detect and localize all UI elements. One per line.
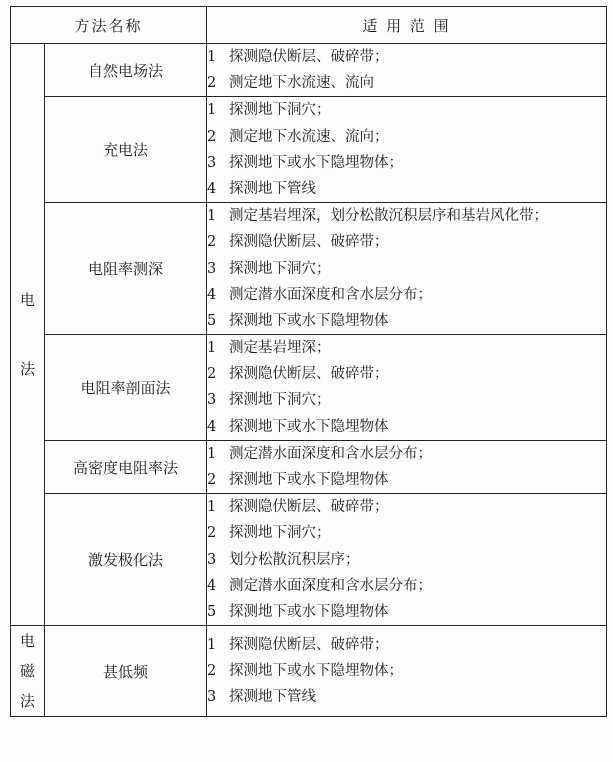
list-item xyxy=(207,361,606,387)
item-number: 5 xyxy=(207,312,217,329)
item-text: 划分松散沉积层序； xyxy=(229,551,360,568)
list-item xyxy=(207,229,606,255)
method-name-cell: 充电法 xyxy=(45,97,207,203)
item-number: 1 xyxy=(207,49,217,65)
list-item xyxy=(207,203,606,229)
list-item xyxy=(207,124,606,150)
category-label-char: 电 xyxy=(19,290,35,309)
scope-list xyxy=(207,97,606,202)
item-number: 3 xyxy=(207,154,217,171)
scope-cell xyxy=(207,626,607,717)
list-item xyxy=(207,308,606,334)
list-item xyxy=(207,282,606,308)
table-header-row xyxy=(11,7,607,44)
list-item xyxy=(207,97,606,123)
method-name-cell: 电阻率剖面法 xyxy=(45,335,207,441)
item-text: 探测地下或水下隐埋物体 xyxy=(229,472,389,488)
list-item xyxy=(207,599,606,625)
item-number: 1 xyxy=(207,636,217,653)
scope-cell xyxy=(207,44,607,97)
item-text: 探测隐伏断层、破碎带； xyxy=(229,499,389,516)
scope-cell xyxy=(207,97,607,203)
list-item xyxy=(207,520,606,546)
item-text: 探测地下管线 xyxy=(229,180,317,197)
list-item xyxy=(207,176,606,202)
list-item xyxy=(207,70,606,96)
item-number: 2 xyxy=(207,234,217,251)
table-row xyxy=(11,44,607,97)
method-name-cell: 电阻率测深 xyxy=(45,203,207,335)
category-cell xyxy=(11,626,45,717)
scope-list xyxy=(207,632,606,711)
list-item xyxy=(207,467,606,493)
list-item xyxy=(207,387,606,413)
category-label-char: 法 xyxy=(19,692,35,711)
methods-table xyxy=(10,6,607,717)
item-text: 探测地下或水下隐埋物体 xyxy=(229,603,389,620)
item-text: 探测地下管线 xyxy=(229,689,317,706)
item-text: 探测地下洞穴； xyxy=(229,525,331,542)
header-method-name: 方法名称 xyxy=(11,7,207,44)
item-number: 4 xyxy=(207,418,217,435)
item-text: 探测地下或水下隐埋物体； xyxy=(229,154,404,171)
table-row xyxy=(11,335,607,441)
category-label-char: 电 xyxy=(19,632,35,651)
item-number: 2 xyxy=(207,75,217,92)
table-row xyxy=(11,440,607,493)
item-number: 2 xyxy=(207,525,217,542)
item-text: 探测地下洞穴； xyxy=(229,392,331,409)
item-number: 1 xyxy=(207,208,217,225)
scope-cell xyxy=(207,203,607,335)
item-text: 探测隐伏断层、破碎带； xyxy=(229,234,389,251)
method-name-cell: 激发极化法 xyxy=(45,494,207,626)
item-number: 4 xyxy=(207,180,217,197)
table-row xyxy=(11,626,607,717)
item-text: 测定基岩埋深； xyxy=(229,340,331,357)
item-number: 3 xyxy=(207,260,217,277)
method-name-cell: 甚低频 xyxy=(45,626,207,717)
item-text: 探测隐伏断层、破碎带； xyxy=(229,49,389,65)
category-spacer xyxy=(11,310,44,360)
item-text: 探测地下或水下隐埋物体 xyxy=(229,312,389,329)
category-label-char: 磁 xyxy=(19,662,35,681)
method-name-cell: 高密度电阻率法 xyxy=(45,440,207,493)
header-scope: 适 用 范 围 xyxy=(207,7,607,44)
item-number: 2 xyxy=(207,366,217,383)
item-text: 探测地下或水下隐埋物体 xyxy=(229,418,389,435)
scope-cell xyxy=(207,440,607,493)
item-number: 5 xyxy=(207,603,217,620)
item-number: 2 xyxy=(207,128,217,145)
scope-cell xyxy=(207,335,607,441)
item-number: 1 xyxy=(207,340,217,357)
item-number: 4 xyxy=(207,286,217,303)
scope-list xyxy=(207,441,606,493)
list-item xyxy=(207,335,606,361)
item-number: 3 xyxy=(207,392,217,409)
category-cell xyxy=(11,44,45,626)
item-number: 3 xyxy=(207,689,217,706)
item-number: 2 xyxy=(207,663,217,680)
item-text: 测定潜水面深度和含水层分布； xyxy=(229,286,433,303)
item-number: 1 xyxy=(207,499,217,516)
item-text: 测定基岩埋深，划分松散沉积层序和基岩风化带； xyxy=(229,208,549,225)
scope-list xyxy=(207,335,606,440)
list-item xyxy=(207,44,606,70)
scope-list xyxy=(207,494,606,625)
table-row xyxy=(11,494,607,626)
list-item xyxy=(207,573,606,599)
item-text: 探测隐伏断层、破碎带； xyxy=(229,636,389,653)
list-item xyxy=(207,150,606,176)
item-number: 3 xyxy=(207,551,217,568)
item-number: 2 xyxy=(207,472,217,488)
item-text: 测定地下水流速、流向； xyxy=(229,128,389,145)
item-text: 探测地下洞穴； xyxy=(229,260,331,277)
table-body xyxy=(11,44,607,717)
list-item xyxy=(207,658,606,684)
item-text: 测定地下水流速、流向 xyxy=(229,75,375,92)
item-number: 4 xyxy=(207,577,217,594)
method-name-cell: 自然电场法 xyxy=(45,44,207,97)
list-item xyxy=(207,414,606,440)
item-text: 探测隐伏断层、破碎带； xyxy=(229,366,389,383)
list-item xyxy=(207,256,606,282)
item-text: 测定潜水面深度和含水层分布； xyxy=(229,445,433,462)
list-item xyxy=(207,494,606,520)
item-text: 测定潜水面深度和含水层分布； xyxy=(229,577,433,594)
list-item xyxy=(207,547,606,573)
category-label-char: 法 xyxy=(19,359,35,378)
table-row xyxy=(11,97,607,203)
list-item xyxy=(207,441,606,467)
item-text: 探测地下或水下隐埋物体； xyxy=(229,663,404,680)
item-number: 1 xyxy=(207,445,217,462)
scope-list xyxy=(207,203,606,334)
list-item xyxy=(207,684,606,710)
item-text: 探测地下洞穴； xyxy=(229,102,331,119)
scope-cell xyxy=(207,494,607,626)
list-item xyxy=(207,632,606,658)
scope-list xyxy=(207,44,606,96)
item-number: 1 xyxy=(207,102,217,119)
table-row xyxy=(11,203,607,335)
